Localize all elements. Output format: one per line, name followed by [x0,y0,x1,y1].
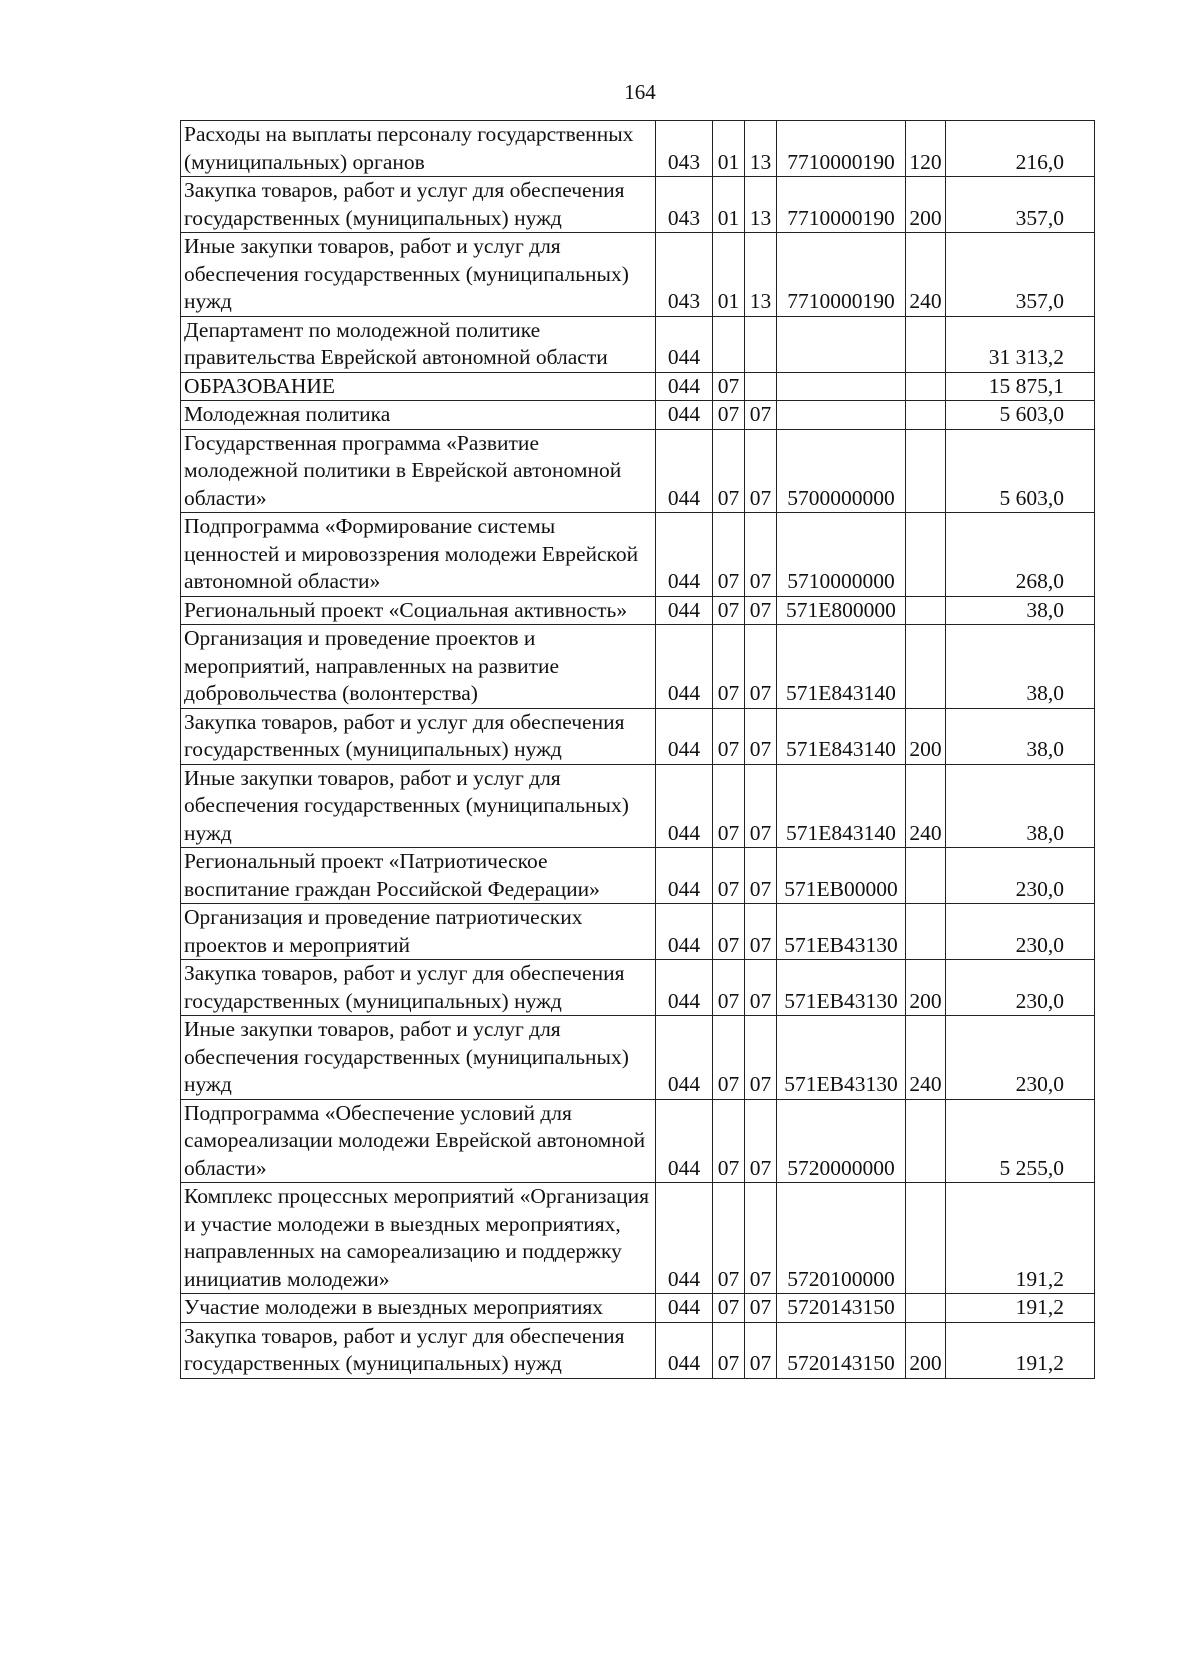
subsection-code [745,372,777,401]
amount: 31 313,2 [946,316,1095,372]
section-code: 07 [713,372,745,401]
amount: 5 603,0 [946,429,1095,513]
table-row [181,1099,1095,1183]
subsection-code: 07 [745,848,777,904]
target-article-code: 5720000000 [777,1099,906,1183]
row-name: Участие молодежи в выездных мероприятиях [181,1294,656,1323]
subsection-code: 07 [745,1322,777,1378]
budget-table [180,120,1095,1379]
amount: 357,0 [946,233,1095,317]
expense-type-code: 120 [906,121,946,177]
subsection-code: 13 [745,233,777,317]
table-row [181,372,1095,401]
row-name: Расходы на выплаты персоналу государственных (муниципальных) органов [181,121,656,177]
amount: 38,0 [946,625,1095,709]
amount: 38,0 [946,708,1095,764]
amount: 38,0 [946,596,1095,625]
grbs-code: 044 [656,1099,713,1183]
subsection-code: 13 [745,121,777,177]
amount: 357,0 [946,177,1095,233]
grbs-code: 043 [656,121,713,177]
section-code: 07 [713,904,745,960]
table-row [181,596,1095,625]
section-code: 07 [713,401,745,430]
section-code: 07 [713,764,745,848]
row-name: Закупка товаров, работ и услуг для обеспечения государственных (муниципальных) нужд [181,708,656,764]
expense-type-code: 240 [906,233,946,317]
expense-type-code [906,1294,946,1323]
expense-type-code [906,1183,946,1294]
table-row [181,429,1095,513]
table-row [181,1322,1095,1378]
row-name: ОБРАЗОВАНИЕ [181,372,656,401]
table-row [181,764,1095,848]
grbs-code: 044 [656,708,713,764]
amount: 5 603,0 [946,401,1095,430]
target-article-code: 5710000000 [777,513,906,597]
amount: 216,0 [946,121,1095,177]
row-name: Подпрограмма «Формирование системы ценностей и мировоззрения молодежи Еврейской автономной области» [181,513,656,597]
section-code: 07 [713,1016,745,1100]
row-name: Государственная программа «Развитие молодежной политики в Еврейской автономной области» [181,429,656,513]
table-row [181,625,1095,709]
row-name: Закупка товаров, работ и услуг для обеспечения государственных (муниципальных) нужд [181,177,656,233]
target-article-code: 571EB43130 [777,960,906,1016]
section-code: 07 [713,1099,745,1183]
section-code: 07 [713,596,745,625]
amount: 191,2 [946,1183,1095,1294]
expense-type-code [906,316,946,372]
grbs-code: 044 [656,401,713,430]
table-row [181,177,1095,233]
expense-type-code [906,513,946,597]
amount: 230,0 [946,1016,1095,1100]
grbs-code: 043 [656,177,713,233]
target-article-code: 7710000190 [777,121,906,177]
row-name: Иные закупки товаров, работ и услуг для обеспечения государственных (муниципальных) нужд [181,764,656,848]
target-article-code: 5720143150 [777,1294,906,1323]
target-article-code: 571E843140 [777,625,906,709]
expense-type-code: 200 [906,1322,946,1378]
page-number: 164 [624,80,656,104]
table-row [181,1294,1095,1323]
section-code: 07 [713,513,745,597]
target-article-code: 5720100000 [777,1183,906,1294]
target-article-code: 7710000190 [777,233,906,317]
expense-type-code [906,848,946,904]
target-article-code: 571EB43130 [777,1016,906,1100]
row-name: Иные закупки товаров, работ и услуг для обеспечения государственных (муниципальных) нужд [181,1016,656,1100]
amount: 191,2 [946,1322,1095,1378]
row-name: Иные закупки товаров, работ и услуг для обеспечения государственных (муниципальных) нужд [181,233,656,317]
target-article-code: 5700000000 [777,429,906,513]
grbs-code: 044 [656,513,713,597]
amount: 5 255,0 [946,1099,1095,1183]
amount: 230,0 [946,960,1095,1016]
amount: 230,0 [946,904,1095,960]
section-code: 01 [713,233,745,317]
grbs-code: 044 [656,764,713,848]
expense-type-code: 200 [906,177,946,233]
target-article-code [777,401,906,430]
subsection-code: 07 [745,1294,777,1323]
row-name: Закупка товаров, работ и услуг для обеспечения государственных (муниципальных) нужд [181,1322,656,1378]
target-article-code: 5720143150 [777,1322,906,1378]
grbs-code: 043 [656,233,713,317]
expense-type-code [906,372,946,401]
table-row [181,960,1095,1016]
subsection-code: 07 [745,904,777,960]
subsection-code: 13 [745,177,777,233]
amount: 38,0 [946,764,1095,848]
amount: 15 875,1 [946,372,1095,401]
amount: 191,2 [946,1294,1095,1323]
target-article-code: 571E800000 [777,596,906,625]
target-article-code: 571E843140 [777,764,906,848]
section-code [713,316,745,372]
grbs-code: 044 [656,1016,713,1100]
target-article-code [777,372,906,401]
table-row [181,904,1095,960]
table-row [181,233,1095,317]
expense-type-code [906,596,946,625]
subsection-code: 07 [745,1016,777,1100]
row-name: Комплекс процессных мероприятий «Организация и участие молодежи в выездных мероприятиях, направленных на самореализацию и поддержку инициатив молодежи» [181,1183,656,1294]
section-code: 01 [713,121,745,177]
grbs-code: 044 [656,1183,713,1294]
table-row [181,1016,1095,1100]
expense-type-code: 240 [906,764,946,848]
row-name: Закупка товаров, работ и услуг для обеспечения государственных (муниципальных) нужд [181,960,656,1016]
subsection-code: 07 [745,625,777,709]
expense-type-code [906,904,946,960]
grbs-code: 044 [656,596,713,625]
subsection-code [745,316,777,372]
grbs-code: 044 [656,904,713,960]
section-code: 07 [713,848,745,904]
section-code: 07 [713,1294,745,1323]
subsection-code: 07 [745,764,777,848]
expense-type-code [906,625,946,709]
expense-type-code: 200 [906,960,946,1016]
target-article-code [777,316,906,372]
grbs-code: 044 [656,316,713,372]
section-code: 07 [713,429,745,513]
target-article-code: 571E843140 [777,708,906,764]
subsection-code: 07 [745,401,777,430]
table-row [181,316,1095,372]
row-name: Организация и проведение проектов и мероприятий, направленных на развитие добровольчества (волонтерства) [181,625,656,709]
table-row [181,513,1095,597]
target-article-code: 571EB43130 [777,904,906,960]
subsection-code: 07 [745,513,777,597]
expense-type-code: 200 [906,708,946,764]
grbs-code: 044 [656,1294,713,1323]
expense-type-code [906,429,946,513]
subsection-code: 07 [745,1183,777,1294]
grbs-code: 044 [656,625,713,709]
section-code: 07 [713,1322,745,1378]
grbs-code: 044 [656,429,713,513]
grbs-code: 044 [656,1322,713,1378]
grbs-code: 044 [656,372,713,401]
section-code: 07 [713,1183,745,1294]
target-article-code: 571EB00000 [777,848,906,904]
table-row [181,708,1095,764]
subsection-code: 07 [745,1099,777,1183]
table-row [181,401,1095,430]
expense-type-code [906,1099,946,1183]
section-code: 01 [713,177,745,233]
section-code: 07 [713,625,745,709]
row-name: Департамент по молодежной политике правительства Еврейской автономной области [181,316,656,372]
expense-type-code: 240 [906,1016,946,1100]
row-name: Региональный проект «Патриотическое воспитание граждан Российской Федерации» [181,848,656,904]
grbs-code: 044 [656,960,713,1016]
row-name: Региональный проект «Социальная активность» [181,596,656,625]
table-row [181,1183,1095,1294]
grbs-code: 044 [656,848,713,904]
amount: 268,0 [946,513,1095,597]
subsection-code: 07 [745,960,777,1016]
subsection-code: 07 [745,429,777,513]
row-name: Молодежная политика [181,401,656,430]
expense-type-code [906,401,946,430]
target-article-code: 7710000190 [777,177,906,233]
row-name: Подпрограмма «Обеспечение условий для самореализации молодежи Еврейской автономной области» [181,1099,656,1183]
subsection-code: 07 [745,708,777,764]
section-code: 07 [713,708,745,764]
subsection-code: 07 [745,596,777,625]
table-row [181,848,1095,904]
section-code: 07 [713,960,745,1016]
row-name: Организация и проведение патриотических проектов и мероприятий [181,904,656,960]
amount: 230,0 [946,848,1095,904]
table-row [181,121,1095,177]
